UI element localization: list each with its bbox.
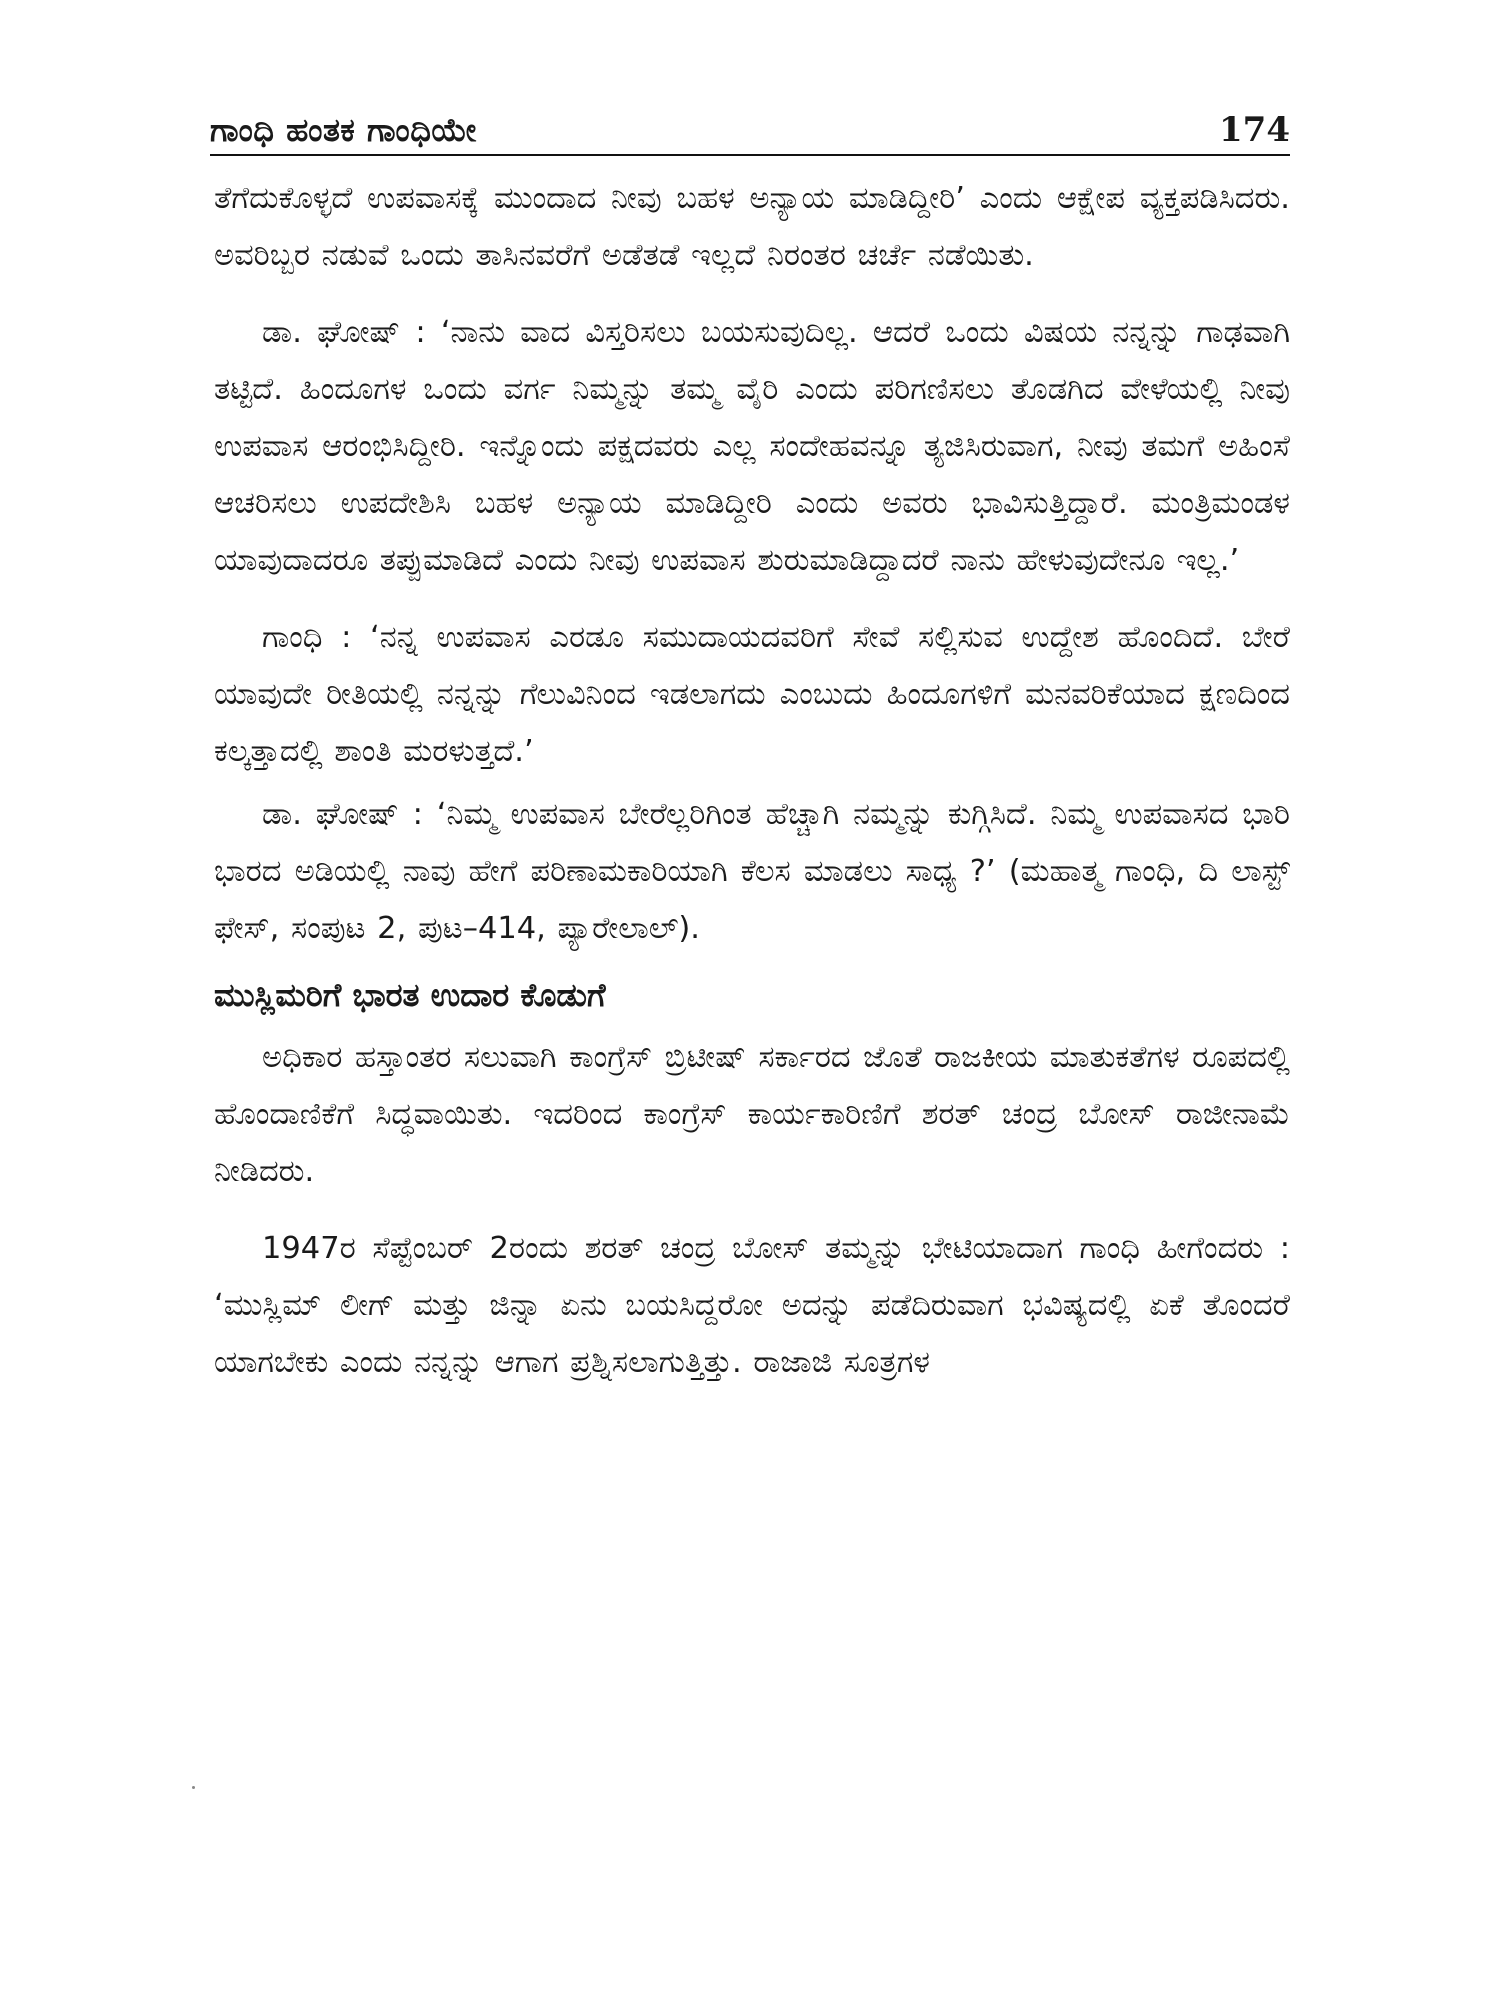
- page-number: 174: [1219, 110, 1290, 150]
- body-text: [214, 170, 1290, 1411]
- header-rule: [210, 154, 1290, 156]
- paragraph-dr-ghosh-1: ಡಾ. ಘೋಷ್ : ‘ನಾನು ವಾದ ವಿಸ್ತರಿಸಲು ಬಯಸುವುದಿಲ್ಲ. ಆದರೆ ಒಂದು ವಿಷಯ ನನ್ನನ್ನು ಗಾಢವಾಗಿ ತಟ್ಟಿದೆ. ಹಿಂದೂಗಳ ಒಂದು ವರ್ಗ ನಿಮ್ಮನ್ನು ತಮ್ಮ ವೈರಿ ಎಂದು ಪರಿಗಣಿಸಲು ತೊಡಗಿದ ವೇಳೆಯಲ್ಲಿ ನೀವು ಉಪವಾಸ ಆರಂಭಿಸಿದ್ದೀರಿ. ಇನ್ನೊಂದು ಪಕ್ಷದವರು ಎಲ್ಲ ಸಂದೇಹವನ್ನೂ ತ್ಯಜಿಸಿರುವಾಗ, ನೀವು ತಮಗೆ ಅಹಿಂಸೆ ಆಚರಿಸಲು ಉಪದೇಶಿಸಿ ಬಹಳ ಅನ್ಯಾಯ ಮಾಡಿದ್ದೀರಿ ಎಂದು ಅವರು ಭಾವಿಸುತ್ತಿದ್ದಾರೆ. ಮಂತ್ರಿಮಂಡಳ ಯಾವುದಾದರೂ ತಪ್ಪುಮಾಡಿದೆ ಎಂದು ನೀವು ಉಪವಾಸ ಶುರುಮಾಡಿದ್ದಾದರೆ ನಾನು ಹೇಳುವುದೇನೂ ಇಲ್ಲ.’: [214, 315, 1290, 578]
- paragraph-continuation: ತೆಗೆದುಕೊಳ್ಳದೆ ಉಪವಾಸಕ್ಕೆ ಮುಂದಾದ ನೀವು ಬಹಳ ಅನ್ಯಾಯ ಮಾಡಿದ್ದೀರಿ’ ಎಂದು ಆಕ್ಷೇಪ ವ್ಯಕ್ತಪಡಿಸಿದರು. ಅವರಿಬ್ಬರ ನಡುವೆ ಒಂದು ತಾಸಿನವರೆಗೆ ಅಡೆತಡೆ ಇಲ್ಲದೆ ನಿರಂತರ ಚರ್ಚೆ ನಡೆಯಿತು.: [214, 181, 1290, 273]
- paragraph-gandhi-reply: ಗಾಂಧಿ : ‘ನನ್ನ ಉಪವಾಸ ಎರಡೂ ಸಮುದಾಯದವರಿಗೆ ಸೇವೆ ಸಲ್ಲಿಸುವ ಉದ್ದೇಶ ಹೊಂದಿದೆ. ಬೇರೆ ಯಾವುದೇ ರೀತಿಯಲ್ಲಿ ನನ್ನನ್ನು ಗೆಲುವಿನಿಂದ ಇಡಲಾಗದು ಎಂಬುದು ಹಿಂದೂಗಳಿಗೆ ಮನವರಿಕೆಯಾದ ಕ್ಷಣದಿಂದ ಕಲ್ಕತ್ತಾದಲ್ಲಿ ಶಾಂತಿ ಮರಳುತ್ತದೆ.’: [214, 620, 1290, 769]
- running-head: [210, 98, 1290, 150]
- section-heading: ಮುಸ್ಲಿಮರಿಗೆ ಭಾರತ ಉದಾರ ಕೊಡುಗೆ: [214, 976, 606, 1014]
- scan-speck: [192, 1786, 195, 1789]
- running-title: ಗಾಂಧಿ ಹಂತಕ ಗಾಂಧಿಯೇ: [210, 111, 477, 149]
- paragraph-transfer-of-power: ಅಧಿಕಾರ ಹಸ್ತಾಂತರ ಸಲುವಾಗಿ ಕಾಂಗ್ರೆಸ್ ಬ್ರಿಟೀಷ್ ಸರ್ಕಾರದ ಜೊತೆ ರಾಜಕೀಯ ಮಾತುಕತೆಗಳ ರೂಪದಲ್ಲಿ ಹೊಂದಾಣಿಕೆಗೆ ಸಿದ್ಧವಾಯಿತು. ಇದರಿಂದ ಕಾಂಗ್ರೆಸ್ ಕಾರ್ಯಕಾರಿಣಿಗೆ ಶರತ್ ಚಂದ್ರ ಬೋಸ್ ರಾಜೀನಾಮೆ ನೀಡಿದರು.: [214, 1040, 1290, 1189]
- paragraph-dr-ghosh-2: ಡಾ. ಘೋಷ್ : ‘ನಿಮ್ಮ ಉಪವಾಸ ಬೇರೆಲ್ಲರಿಗಿಂತ ಹೆಚ್ಚಾಗಿ ನಮ್ಮನ್ನು ಕುಗ್ಗಿಸಿದೆ. ನಿಮ್ಮ ಉಪವಾಸದ ಭಾರಿ ಭಾರದ ಅಡಿಯಲ್ಲಿ ನಾವು ಹೇಗೆ ಪರಿಣಾಮಕಾರಿಯಾಗಿ ಕೆಲಸ ಮಾಡಲು ಸಾಧ್ಯ ?’ (ಮಹಾತ್ಮ ಗಾಂಧಿ, ದಿ ಲಾಸ್ಟ್ ಫೇಸ್, ಸಂಪುಟ 2, ಪುಟ–414, ಪ್ಯಾರೇಲಾಲ್).: [214, 797, 1290, 946]
- paragraph-sept-1947: 1947ರ ಸೆಪ್ಟೆಂಬರ್ 2ರಂದು ಶರತ್ ಚಂದ್ರ ಬೋಸ್ ತಮ್ಮನ್ನು ಭೇಟಿಯಾದಾಗ ಗಾಂಧಿ ಹೀಗೆಂದರು : ‘ಮುಸ್ಲಿಮ್ ಲೀಗ್ ಮತ್ತು ಜಿನ್ನಾ ಏನು ಬಯಸಿದ್ದರೋ ಅದನ್ನು ಪಡೆದಿರುವಾಗ ಭವಿಷ್ಯದಲ್ಲಿ ಏಕೆ ತೊಂದರೆ ಯಾಗಬೇಕು ಎಂದು ನನ್ನನ್ನು ಆಗಾಗ ಪ್ರಶ್ನಿಸಲಾಗುತ್ತಿತ್ತು. ರಾಜಾಜಿ ಸೂತ್ರಗಳ: [214, 1231, 1290, 1380]
